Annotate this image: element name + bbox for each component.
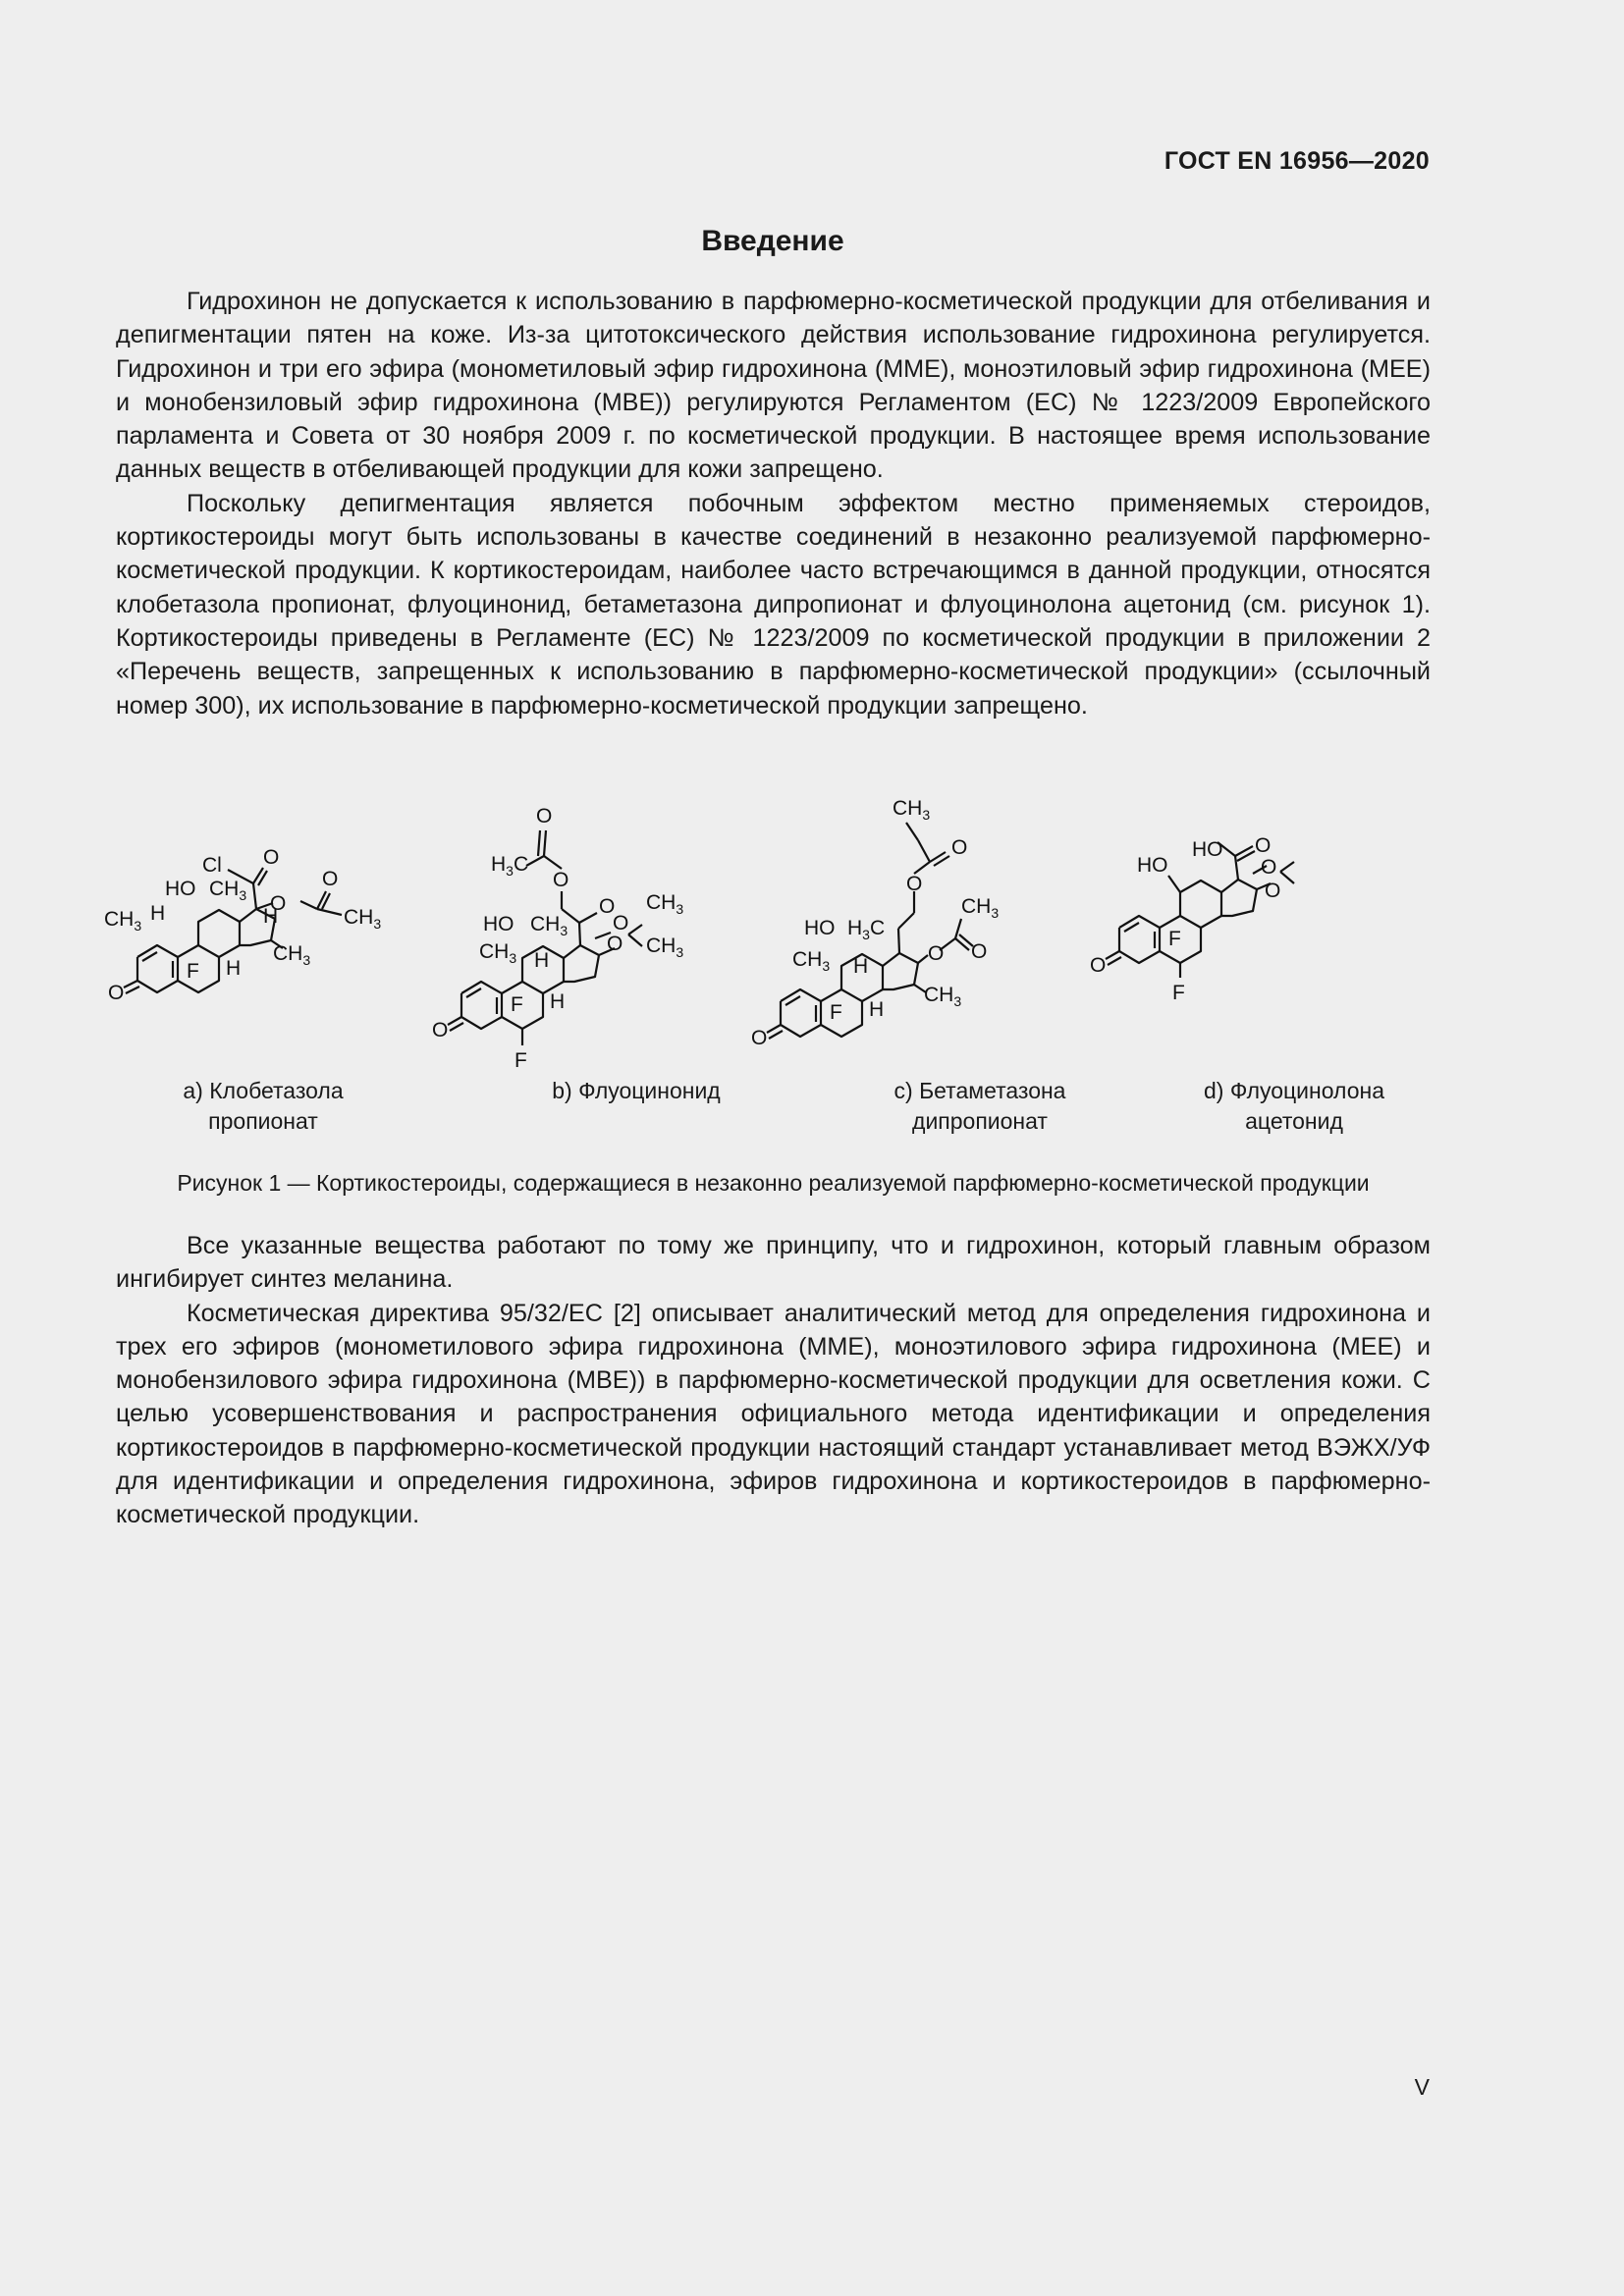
caption-c [852, 1076, 1108, 1137]
svg-text:H: H [534, 949, 550, 972]
svg-text:O: O [1261, 856, 1277, 879]
structure-fluocinolone-acetonide [1090, 834, 1294, 1004]
svg-text:H: H [869, 998, 885, 1021]
svg-text:O: O [607, 933, 623, 955]
svg-text:F: F [187, 960, 199, 983]
svg-text:Cl: Cl [202, 854, 222, 877]
svg-text:O: O [553, 869, 569, 891]
svg-text:F: F [1168, 928, 1181, 950]
svg-text:O: O [951, 836, 968, 859]
svg-text:HO: HO [804, 917, 836, 939]
svg-text:H: H [550, 990, 566, 1013]
svg-text:CH3: $CH_3$ [646, 891, 684, 917]
caption-b-line1: b) Флуоцинонид [552, 1078, 721, 1103]
svg-text:CH3: $CH_3$ [646, 934, 684, 960]
svg-text:HO: HO [1192, 838, 1223, 861]
svg-text:F: F [1172, 982, 1185, 1004]
caption-d-line2: ацетонид [1245, 1108, 1343, 1134]
svg-text:H3C: $H_3C$ [847, 917, 886, 942]
svg-text:HO: HO [483, 913, 514, 935]
svg-text:H: H [853, 955, 869, 978]
paragraph: Все указанные вещества работают по тому же принципу, что и гидрохинон, который главным образом ингибирует синтез меланина. [116, 1232, 1431, 1294]
svg-text:CH3: $CH_3$ [924, 984, 962, 1009]
svg-text:O: O [1265, 880, 1281, 902]
paragraph: Поскольку депигментация является побочным эффектом местно применяемых стероидов, кортикостероиды могут быть использованы в качестве соединений в незаконно реализуемой парфюмерно-косметической продукции. К кортикостероидам, наиболее часто встречающимся в данной продукции, относятся клобетазола пропионат, флуоцинонид, бетаметазона дипропионат и флуоцинолона ацетонид (см. рисунок 1). Кортикостероиды приведены в Регламенте (ЕС) № 1223/2009 по косметической продукции в приложении 2 «Перечень веществ, запрещенных к использованию в парфюмерно-косметической продукции» (ссылочный номер 300), их использование в парфюмерно-косметической продукции запрещено. [116, 489, 1431, 720]
svg-text:CH3: $CH_3$ [273, 942, 311, 968]
paragraph: Косметическая директива 95/32/ЕС [2] описывает аналитический метод для определения гидрохинона и трех его эфиров (монометилового эфира гидрохинона (MME), моноэтилового эфира гидрохинона (MEE) и монобензилового эфира гидрохинона (MBE)) в парфюмерно-косметической продукции для осветления кожи. С целью усовершенствования и распространения официального метода идентификации и определения кортикостероидов в парфюмерно-косметической продукции настоящий стандарт устанавливает метод ВЭЖХ/УФ для идентификации и определения гидрохинона, эфиров гидрохинона и кортикостероидов в парфюмерно-косметической продукции. [116, 1299, 1431, 1529]
svg-text:F: F [830, 1001, 842, 1024]
caption-c-line2: дипропионат [912, 1108, 1048, 1134]
svg-text:H: H [263, 905, 279, 928]
svg-text:O: O [1255, 834, 1272, 857]
svg-text:O: O [751, 1027, 768, 1049]
standard-designation: ГОСТ EN 16956—2020 [1164, 147, 1430, 175]
svg-text:CH3: $CH_3$ [209, 878, 247, 903]
caption-a-line1: a) Клобетазола [183, 1078, 344, 1103]
svg-text:CH3: $CH_3$ [530, 913, 568, 938]
svg-text:O: O [906, 873, 923, 895]
svg-text:CH3: $CH_3$ [792, 948, 831, 974]
caption-a [155, 1076, 371, 1137]
svg-text:O: O [599, 895, 616, 918]
caption-b [509, 1076, 764, 1106]
section-title: Введение [701, 225, 844, 257]
svg-text:O: O [108, 982, 125, 1004]
svg-text:F: F [514, 1049, 527, 1072]
svg-text:CH3: $CH_3$ [344, 906, 382, 932]
body-text [116, 1229, 1431, 1532]
svg-text:O: O [928, 942, 945, 965]
svg-text:H: H [226, 957, 242, 980]
svg-text:H: H [150, 902, 166, 925]
caption-a-line2: пропионат [208, 1108, 318, 1134]
svg-text:O: O [322, 868, 339, 890]
caption-d-line1: d) Флуоцинолона [1204, 1078, 1384, 1103]
svg-text:O: O [270, 892, 287, 915]
svg-text:F: F [511, 993, 523, 1016]
page-number: V [1414, 2074, 1430, 2100]
svg-text:CH3: $CH_3$ [961, 895, 1000, 921]
svg-text:HO: HO [1137, 854, 1168, 877]
svg-text:H3C: $H_3C$ [491, 853, 529, 879]
svg-text:O: O [1090, 954, 1107, 977]
structure-clobetasol-propionate [104, 846, 381, 1004]
intro-text [116, 285, 1431, 722]
structural-formulas [104, 766, 1431, 1072]
svg-text:O: O [613, 912, 629, 934]
structure-betamethasone-dipropionate [751, 797, 999, 1049]
svg-text:HO: HO [165, 878, 196, 900]
caption-d [1176, 1076, 1412, 1137]
paragraph: Гидрохинон не допускается к использованию в парфюмерно-косметической продукции для отбеливания и депигментации пятен на коже. Из-за цитотоксического действия использование гидрохинона регулируется. Гидрохинон и три его эфира (монометиловый эфир гидрохинона (MME), моноэтиловый эфир гидрохинона (MEE) и монобензиловый эфир гидрохинона (MBE)) регулируются Регламентом (ЕС) № 1223/2009 Европейского парламента и Совета от 30 ноября 2009 г. по косметической продукции. В настоящее время использование данных веществ в отбеливающей продукции для кожи запрещено. [116, 288, 1431, 484]
structure-fluocinonide [432, 805, 683, 1072]
svg-text:CH3: $CH_3$ [479, 940, 517, 966]
caption-c-line1: c) Бетаметазона [893, 1078, 1066, 1103]
svg-text:CH3: $CH_3$ [104, 908, 142, 934]
svg-text:CH3: $CH_3$ [893, 797, 931, 823]
svg-text:O: O [263, 846, 280, 869]
figure-corticosteroids [104, 766, 1431, 1158]
svg-text:O: O [536, 805, 553, 828]
figure-title: Рисунок 1 — Кортикостероиды, содержащиеся в незаконно реализуемой парфюмерно-косметической продукции [177, 1170, 1370, 1196]
svg-text:O: O [971, 940, 988, 963]
svg-text:O: O [432, 1019, 449, 1041]
